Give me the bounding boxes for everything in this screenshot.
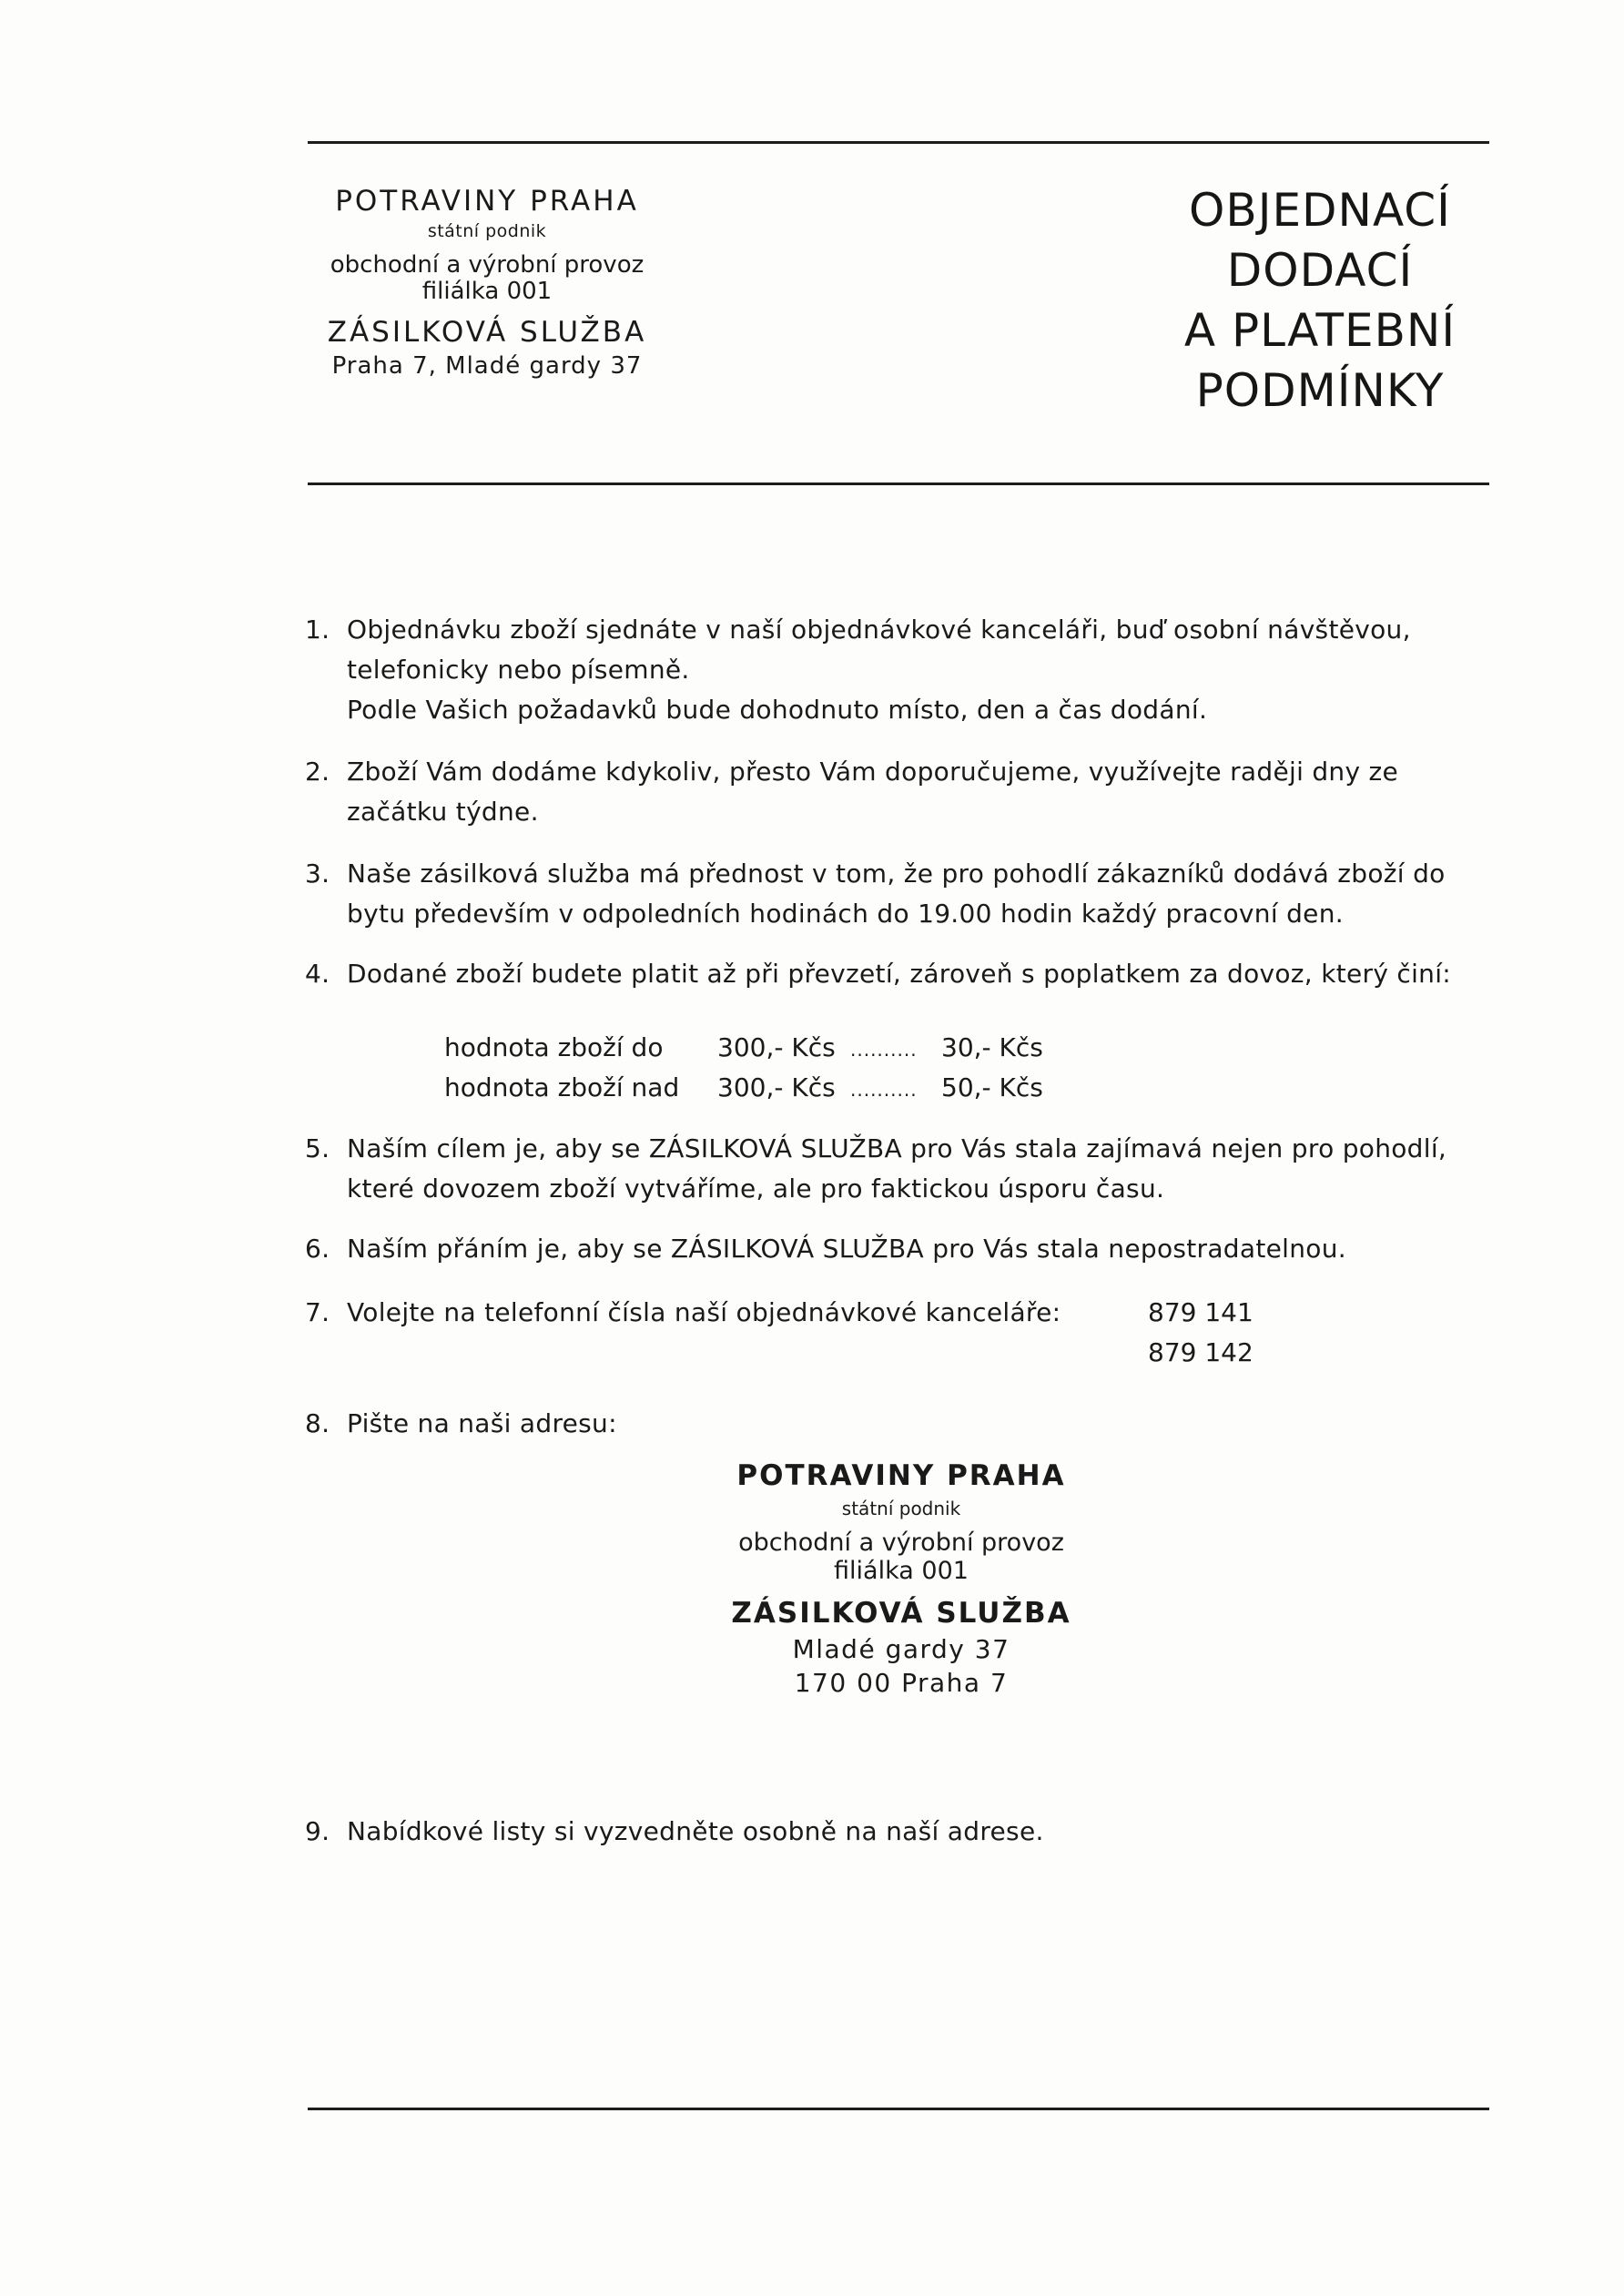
list-item [305,1129,1516,1209]
item-text: telefonicky nebo písemně. [347,655,690,685]
item-text: bytu především v odpoledních hodinách do 19.00 hodin každý pracovní den. [347,899,1344,929]
sender-service: ZÁSILKOVÁ SLUŽBA [327,316,647,350]
phone-number: 879 141 [1148,1297,1254,1327]
item-text: Naše zásilková služba má přednost v tom, že pro pohodlí zákazníků dodává zboží do [347,858,1446,889]
fee-leader-dots: .......... [850,1039,918,1061]
item-number: 1. [305,615,330,645]
fee-amount: 30,- Kčs [941,1032,1043,1062]
item-text: Naším cílem je, aby se ZÁSILKOVÁ SLUŽBA pro Vás stala zajímavá nejen pro pohodlí, [347,1133,1447,1163]
item-text: Objednávku zboží sjednáte v naší objednávkové kanceláři, buď osobní návštěvou, [347,615,1411,645]
item-number: 8. [305,1408,330,1438]
fee-row [444,1069,1043,1109]
item-text: které dovozem zboží vytváříme, ale pro faktickou úsporu času. [347,1173,1165,1204]
item-number: 4. [305,959,330,989]
item-number: 7. [305,1297,330,1327]
list-item [305,752,1516,832]
title-line: A PLATEBNÍ [1183,304,1457,357]
address-type: státní podnik [841,1497,961,1519]
fee-label: hodnota zboží nad [444,1072,680,1102]
item-text: Volejte na telefonní čísla naší objednávkové kanceláře: [347,1297,1061,1327]
item-number: 9. [305,1816,330,1846]
bottom-rule [308,2108,1489,2110]
delivery-fee-table [444,1029,1043,1109]
list-item [305,954,1516,994]
phone-numbers [1148,1293,1254,1373]
item-number: 2. [305,757,330,787]
item-text: Pište na naši adresu: [347,1408,617,1438]
address-service: ZÁSILKOVÁ SLUŽBA [731,1596,1071,1630]
fee-leader-dots: .......... [850,1079,918,1101]
document-title [1147,180,1493,421]
item-text: Nabídkové listy si vyzvedněte osobně na naší adrese. [347,1816,1044,1846]
item-text: začátku týdne. [347,797,539,827]
top-rule [308,141,1489,144]
sender-unit: obchodní a výrobní provoz [330,250,645,279]
address-city: 170 00 Praha 7 [794,1667,1009,1698]
sender-type: státní podnik [427,221,547,242]
list-item [305,1229,1516,1269]
item-number: 6. [305,1234,330,1264]
item-text: Naším přáním je, aby se ZÁSILKOVÁ SLUŽBA pro Vás stala nepostradatelnou. [347,1234,1346,1264]
header-rule [308,483,1489,485]
title-line: PODMÍNKY [1195,364,1445,417]
title-line: DODACÍ [1226,244,1414,297]
fee-label: hodnota zboží do [444,1032,664,1062]
item-text: Zboží Vám dodáme kdykoliv, přesto Vám doporučujeme, využívejte raději dny ze [347,757,1399,787]
fee-threshold: 300,- Kčs [717,1072,836,1102]
list-item [305,1404,1516,1444]
list-item [305,1293,1516,1333]
fee-row [444,1029,1043,1069]
item-number: 3. [305,858,330,889]
item-text: Podle Vašich požadavků bude dohodnuto místo, den a čas dodání. [347,695,1208,725]
address-name: POTRAVINY PRAHA [736,1459,1066,1492]
phone-number: 879 142 [1148,1337,1254,1367]
title-line: OBJEDNACÍ [1189,184,1451,237]
fee-threshold: 300,- Kčs [717,1032,836,1062]
sender-block [300,182,674,380]
item-number: 5. [305,1133,330,1163]
fee-amount: 50,- Kčs [941,1072,1043,1102]
mailing-address [710,1457,1092,1698]
list-item [305,854,1516,934]
sender-address: Praha 7, Mladé gardy 37 [331,352,643,381]
address-branch: filiálka 001 [834,1556,969,1585]
sender-branch: filiálka 001 [421,277,553,305]
list-item [305,1812,1516,1852]
address-unit: obchodní a výrobní provoz [738,1528,1064,1557]
sender-name: POTRAVINY PRAHA [335,185,639,218]
address-street: Mladé gardy 37 [792,1634,1010,1665]
list-item [305,610,1516,730]
item-text: Dodané zboží budete platit až při převzetí, zároveň s poplatkem za dovoz, který činí: [347,959,1452,989]
